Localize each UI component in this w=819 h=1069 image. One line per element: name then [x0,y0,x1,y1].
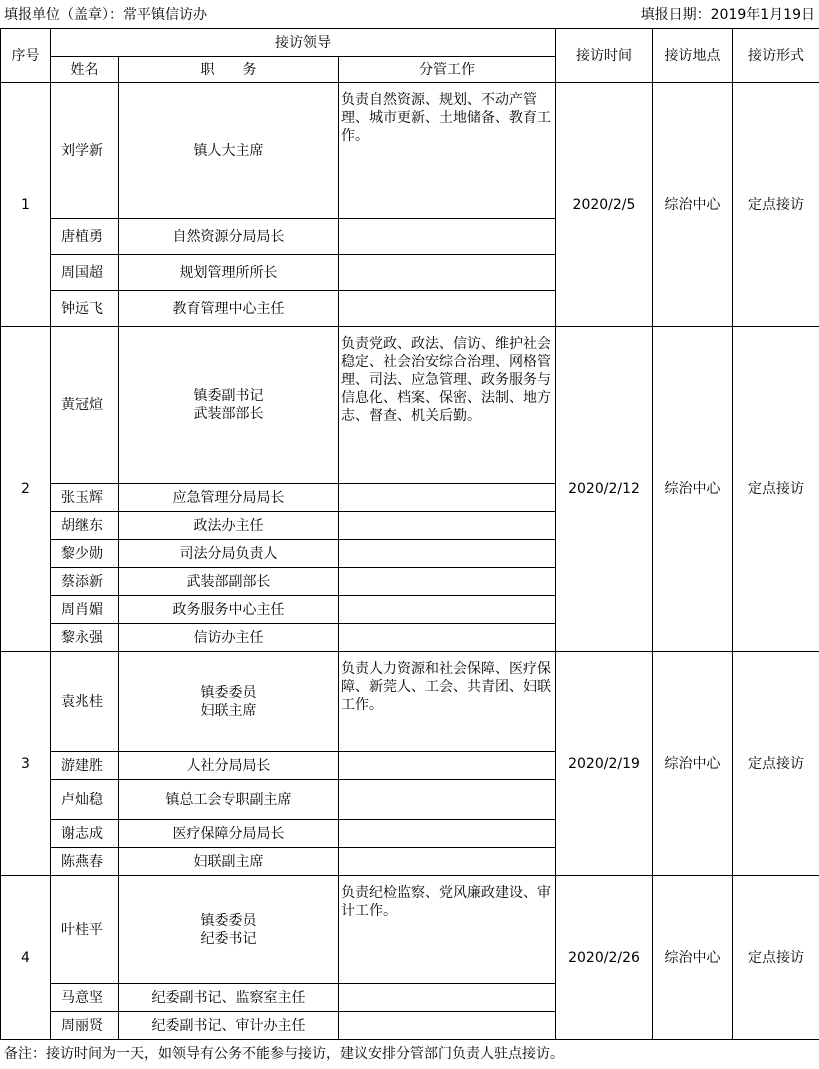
work-responsibility: 负责党政、政法、信访、维护社会稳定、社会治安综合治理、网格管理、司法、应急管理、政务服务与信息化、档案、保密、法制、地方志、督查、机关后勤。 [339,327,556,484]
position-line: 司法分局负责人 [179,545,278,562]
position-line: 纪委副书记、监察室主任 [151,989,306,1006]
work-empty [339,780,556,820]
col-index-header: 序号 [1,29,51,83]
leader-position [119,484,339,512]
position-line: 信访办主任 [193,629,264,646]
work-empty [339,219,556,255]
group-index: 3 [1,652,51,876]
reception-place: 综治中心 [653,876,733,1040]
position-line: 妇联主席 [200,702,257,719]
reception-place: 综治中心 [653,327,733,652]
table-row [1,327,819,484]
table-row [1,652,819,752]
group-index: 2 [1,327,51,652]
leader-position [119,624,339,652]
leader-position [119,596,339,624]
leader-name: 袁兆桂 [51,652,119,752]
report-date: 填报日期：2019年1月19日 [640,7,815,23]
position-line: 镇人大主席 [193,142,264,159]
reception-time: 2020/2/19 [556,652,653,876]
leader-position [119,327,339,484]
reception-time: 2020/2/26 [556,876,653,1040]
col-work-header: 分管工作 [339,57,556,83]
leader-name: 刘学新 [51,83,119,219]
work-responsibility: 负责自然资源、规划、不动产管理、城市更新、土地储备、教育工作。 [339,83,556,219]
work-empty [339,1012,556,1040]
col-name-header: 姓名 [51,57,119,83]
leader-position [119,568,339,596]
leader-position [119,780,339,820]
group-index: 1 [1,83,51,327]
leader-name: 蔡添新 [51,568,119,596]
leader-position [119,848,339,876]
reception-form: 定点接访 [733,652,819,876]
leader-name: 马意坚 [51,984,119,1012]
reception-place: 综治中心 [653,652,733,876]
leader-position [119,83,339,219]
position-line: 政法办主任 [193,517,264,534]
reception-place: 综治中心 [653,83,733,327]
position-line: 镇委委员 [200,684,257,701]
work-empty [339,596,556,624]
position-line: 妇联副主席 [193,853,264,870]
col-leaders-header: 接访领导 [51,29,556,57]
leader-position [119,291,339,327]
leader-name: 张玉辉 [51,484,119,512]
reporting-unit: 填报单位（盖章）：常平镇信访办 [4,7,207,23]
leader-position [119,820,339,848]
leader-name: 黄冠煊 [51,327,119,484]
position-line: 应急管理分局局长 [172,489,285,506]
leader-name: 钟远飞 [51,291,119,327]
leader-name: 游建胜 [51,752,119,780]
leader-position [119,540,339,568]
col-place-header: 接访地点 [653,29,733,83]
group-index: 4 [1,876,51,1040]
table-row [1,83,819,219]
leader-position [119,984,339,1012]
reception-time: 2020/2/5 [556,83,653,327]
work-responsibility: 负责人力资源和社会保障、医疗保障、新莞人、工会、共青团、妇联工作。 [339,652,556,752]
col-position-header: 职 务 [119,57,339,83]
leader-position [119,1012,339,1040]
leader-name: 胡继东 [51,512,119,540]
work-empty [339,484,556,512]
position-line: 镇总工会专职副主席 [165,791,292,808]
table-row [1,876,819,984]
work-empty [339,255,556,291]
work-empty [339,512,556,540]
reception-time: 2020/2/12 [556,327,653,652]
work-empty [339,984,556,1012]
reception-schedule-table [0,28,819,1040]
leader-name: 周肖媚 [51,596,119,624]
leader-name: 黎永强 [51,624,119,652]
work-empty [339,291,556,327]
leader-name: 周丽贤 [51,1012,119,1040]
work-empty [339,848,556,876]
position-line: 自然资源分局局长 [172,228,285,245]
leader-name: 卢灿稳 [51,780,119,820]
position-line: 纪委副书记、审计办主任 [151,1017,306,1034]
col-form-header: 接访形式 [733,29,819,83]
reception-form: 定点接访 [733,876,819,1040]
leader-name: 唐植勇 [51,219,119,255]
leader-position [119,512,339,540]
reception-form: 定点接访 [733,83,819,327]
leader-name: 黎少勋 [51,540,119,568]
reception-form: 定点接访 [733,327,819,652]
position-line: 政务服务中心主任 [172,601,285,618]
col-time-header: 接访时间 [556,29,653,83]
work-empty [339,820,556,848]
leader-position [119,255,339,291]
position-line: 镇委委员 [200,912,257,929]
footnote: 备注：接访时间为一天，如领导有公务不能参与接访，建议安排分管部门负责人驻点接访。 [4,1046,564,1062]
report-header [0,0,819,28]
position-line: 教育管理中心主任 [172,300,285,317]
leader-position [119,752,339,780]
header-row-1 [1,29,819,57]
leader-position [119,652,339,752]
position-line: 人社分局局长 [186,757,271,774]
leader-name: 周国超 [51,255,119,291]
leader-position [119,219,339,255]
position-line: 规划管理所所长 [179,264,278,281]
position-line: 武装部部长 [193,406,264,422]
table-body [1,83,819,1040]
work-empty [339,540,556,568]
work-empty [339,624,556,652]
leader-name: 陈燕春 [51,848,119,876]
leader-name: 叶桂平 [51,876,119,984]
work-empty [339,568,556,596]
position-line: 纪委书记 [200,930,257,947]
leader-name: 谢志成 [51,820,119,848]
position-line: 镇委副书记 [193,388,264,404]
position-line: 武装部副部长 [186,573,271,590]
leader-position [119,876,339,984]
work-empty [339,752,556,780]
position-line: 医疗保障分局局长 [172,825,285,842]
work-responsibility: 负责纪检监察、党风廉政建设、审计工作。 [339,876,556,984]
